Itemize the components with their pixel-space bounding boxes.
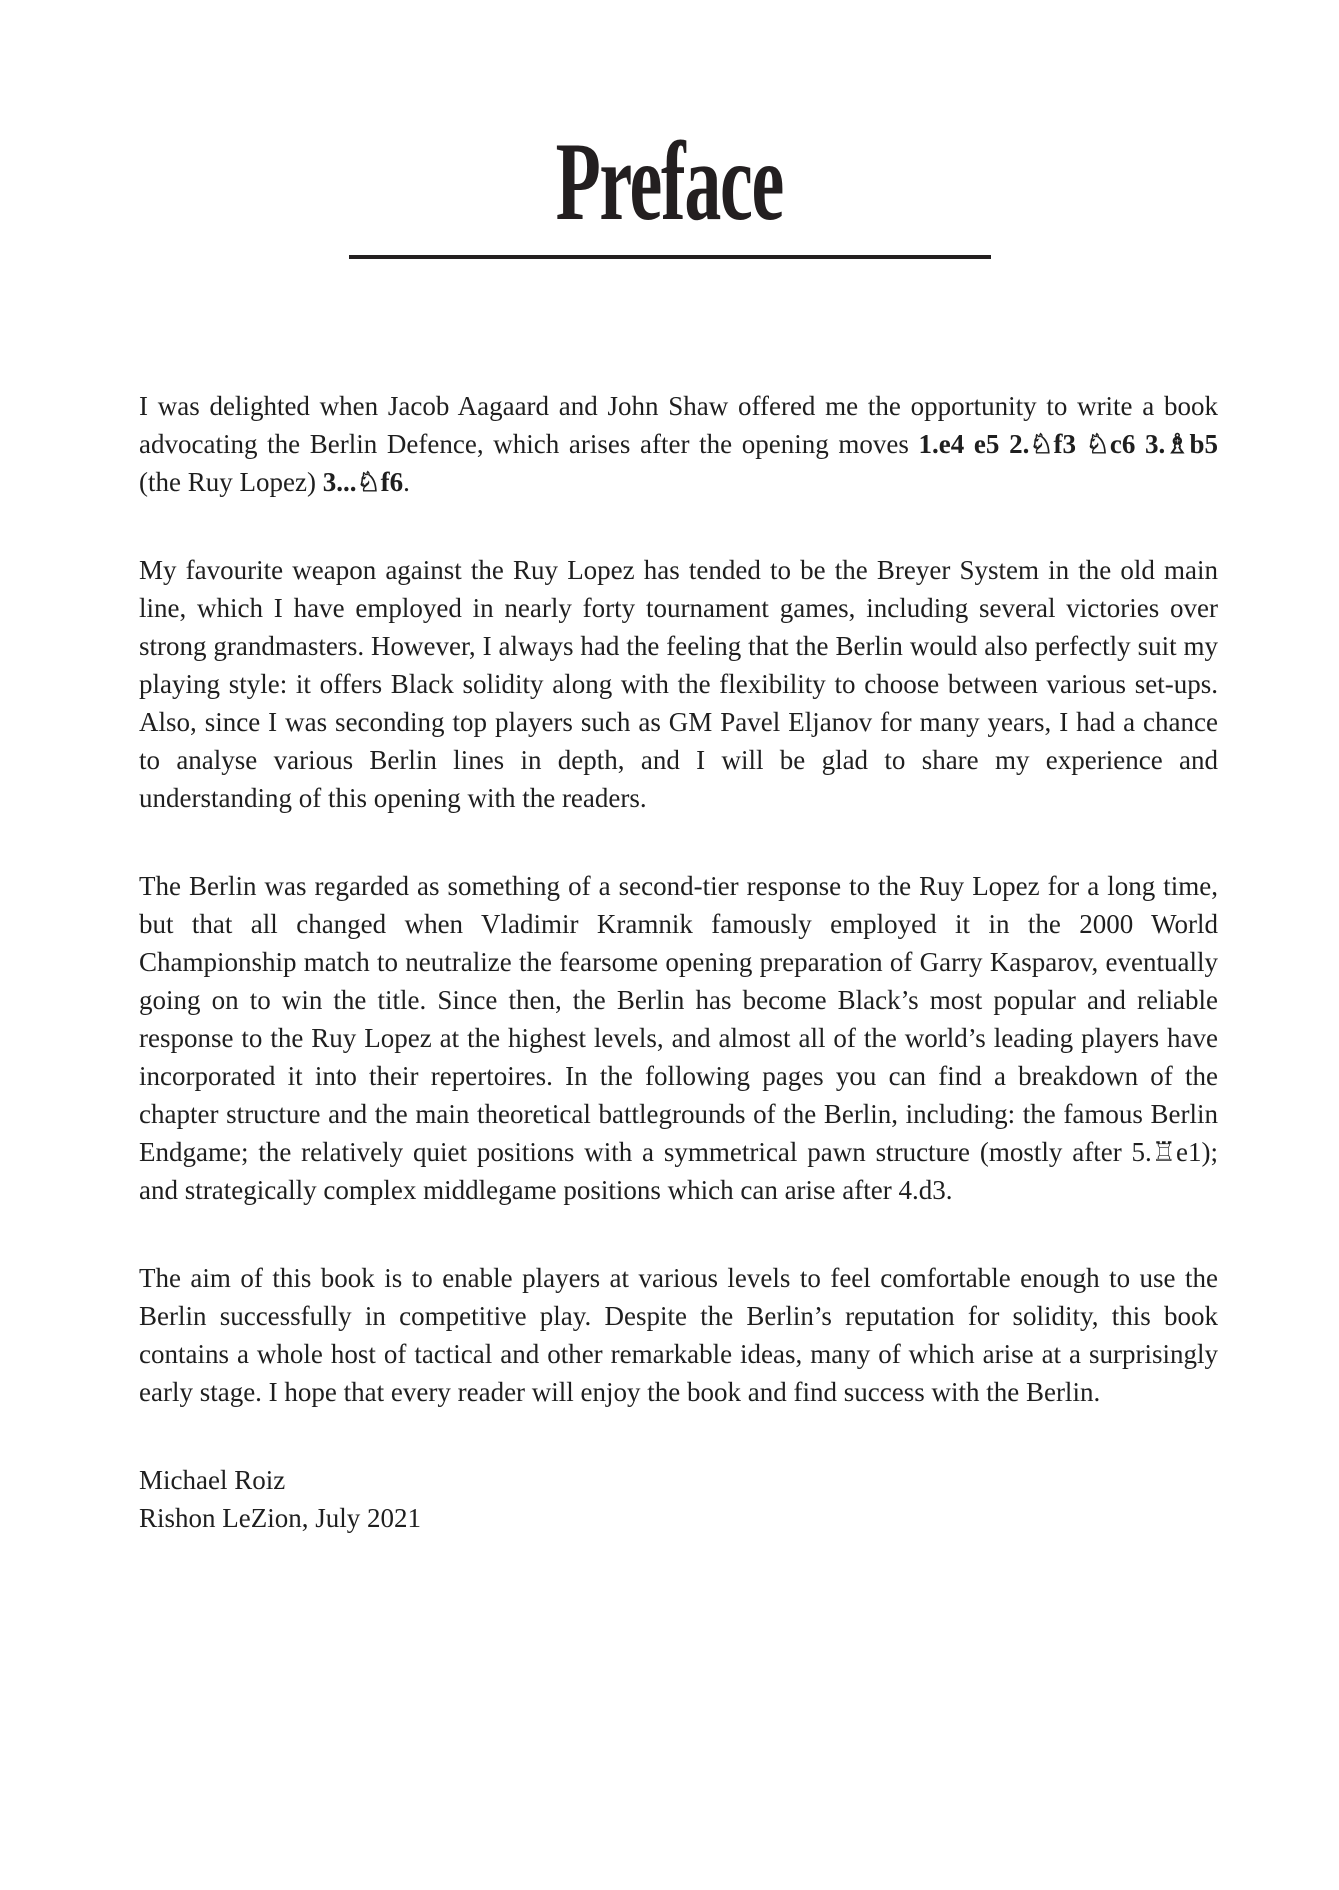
paragraph-text: I was delighted when Jacob Aagaard and John Shaw offered me the opportunity to write a book advocating the Berlin Defence, which arises after the opening moves (139, 391, 1218, 459)
title-divider-rule (349, 255, 991, 259)
signature-place-date: Rishon LeZion, July 2021 (139, 1503, 421, 1533)
paragraph-book-aim: The aim of this book is to enable players at various levels to feel comfortable enough to use the Berlin successfully in competitive play. Despite the Berlin’s reputation for solidity, this book contains a whole host of tactical and other remarkable ideas, many of which arise at a surprisingly early stage. I hope that every reader will enjoy the book and find success with the Berlin. (139, 1263, 1218, 1407)
signature-block (139, 1461, 1218, 1537)
chess-moves-bold: 1.e4 e5 2.♘f3 ♘c6 3.♗b5 (918, 429, 1218, 459)
page-title (0, 0, 1339, 244)
page-title-text: Preface (555, 120, 784, 244)
author-name: Michael Roiz (139, 1465, 286, 1495)
paragraph-intro (139, 387, 1218, 501)
preface-body (139, 387, 1218, 1537)
paragraph-berlin-history: The Berlin was regarded as something of a second-tier response to the Ruy Lopez for a long time, but that all changed when Vladimir Kramnik famously employed it in the 2000 World Championship match to neutralize the fearsome opening preparation of Garry Kasparov, eventually going on to win the title. Since then, the Berlin has become Black’s most popular and reliable response to the Ruy Lopez at the highest levels, and almost all of the world’s leading players have incorporated it into their repertoires. In the following pages you can find a breakdown of the chapter structure and the main theoretical battlegrounds of the Berlin, including: the famous Berlin Endgame; the relatively quiet positions with a symmetrical pawn structure (mostly after 5.♖e1); and strategically complex middlegame positions which can arise after 4.d3. (139, 871, 1218, 1205)
paragraph-text: (the Ruy Lopez) (139, 467, 323, 497)
paragraph-favourite-weapon: My favourite weapon against the Ruy Lopez has tended to be the Breyer System in the old main line, which I have employed in nearly forty tournament games, including several victories over strong grandmasters. However, I always had the feeling that the Berlin would also perfectly suit my playing style: it offers Black solidity along with the flexibility to choose between various set-ups. Also, since I was seconding top players such as GM Pavel Eljanov for many years, I had a chance to analyse various Berlin lines in depth, and I will be glad to share my experience and understanding of this opening with the readers. (139, 555, 1218, 813)
chess-moves-bold: 3...♘f6 (322, 467, 404, 497)
paragraph-text: . (403, 467, 410, 497)
